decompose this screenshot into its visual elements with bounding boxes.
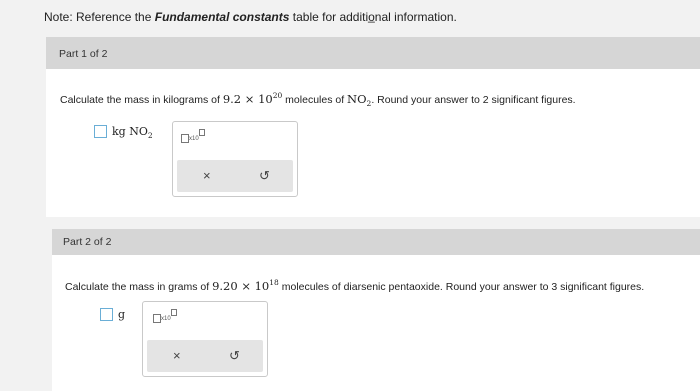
- part-2-question: [65, 278, 644, 293]
- part-2-tool-panel: [142, 301, 268, 377]
- part-2-sci-notation-button[interactable]: [153, 314, 183, 326]
- part-2-header: [52, 229, 700, 255]
- sci-x10-label: x10: [161, 316, 171, 323]
- q1-formula-sub: 2: [366, 99, 372, 108]
- q1-coefficient: 9.2: [222, 92, 242, 106]
- q1-text-mid: molecules of: [282, 94, 348, 106]
- part-1-clear-button[interactable]: ×: [203, 168, 211, 183]
- reference-note: [44, 10, 457, 24]
- part-1-header: [46, 37, 700, 69]
- part-2-toolbar: [147, 340, 263, 372]
- part-2-unit: g: [118, 308, 126, 321]
- part-1-toolbar: [177, 160, 293, 192]
- q1-times: × 10: [241, 92, 273, 106]
- q2-text-start: Calculate the mass in grams of: [65, 281, 213, 293]
- q2-text-end: molecules of diarsenic pentaoxide. Round your answer to 3 significant figures.: [278, 281, 645, 293]
- part-1-undo-button[interactable]: ↺: [259, 168, 270, 183]
- q2-coefficient: 9.20: [212, 279, 238, 293]
- part-1-body: [46, 69, 700, 217]
- q2-times: × 10: [237, 279, 270, 293]
- part-2-title: Part 2 of 2: [63, 236, 112, 248]
- part-1-sci-notation-button[interactable]: [181, 134, 211, 146]
- sci-mantissa-icon: [153, 314, 161, 323]
- note-link-fundamental-constants[interactable]: Fundamental constants: [154, 10, 290, 24]
- part-1-answer-input[interactable]: [94, 125, 107, 138]
- q1-text-start: Calculate the mass in kilograms of: [60, 94, 223, 106]
- q2-exponent: 18: [269, 278, 279, 287]
- q1-formula: NO: [347, 92, 367, 106]
- part-1-unit-text: kg NO: [112, 125, 148, 138]
- part-1-title: Part 1 of 2: [59, 48, 108, 60]
- note-suffix: table for additio̲nal information.: [289, 10, 457, 24]
- part-2-answer-input[interactable]: [100, 308, 113, 321]
- q1-text-end: . Round your answer to 2 significant figures.: [371, 94, 576, 106]
- part-1-question: [60, 91, 576, 108]
- note-prefix: Note: Reference the: [44, 10, 155, 24]
- part-1-tool-panel: [172, 121, 298, 197]
- q1-exponent: 20: [272, 91, 283, 100]
- sci-exponent-icon: [171, 309, 177, 316]
- sci-exponent-icon: [199, 129, 205, 136]
- part-2-clear-button[interactable]: ×: [173, 348, 181, 363]
- part-1-unit-sub: 2: [147, 131, 153, 140]
- part-2-undo-button[interactable]: ↺: [229, 348, 240, 363]
- part-1-unit: [112, 125, 153, 140]
- part-2-body: [52, 255, 700, 391]
- sci-x10-label: x10: [189, 136, 199, 143]
- sci-mantissa-icon: [181, 134, 189, 143]
